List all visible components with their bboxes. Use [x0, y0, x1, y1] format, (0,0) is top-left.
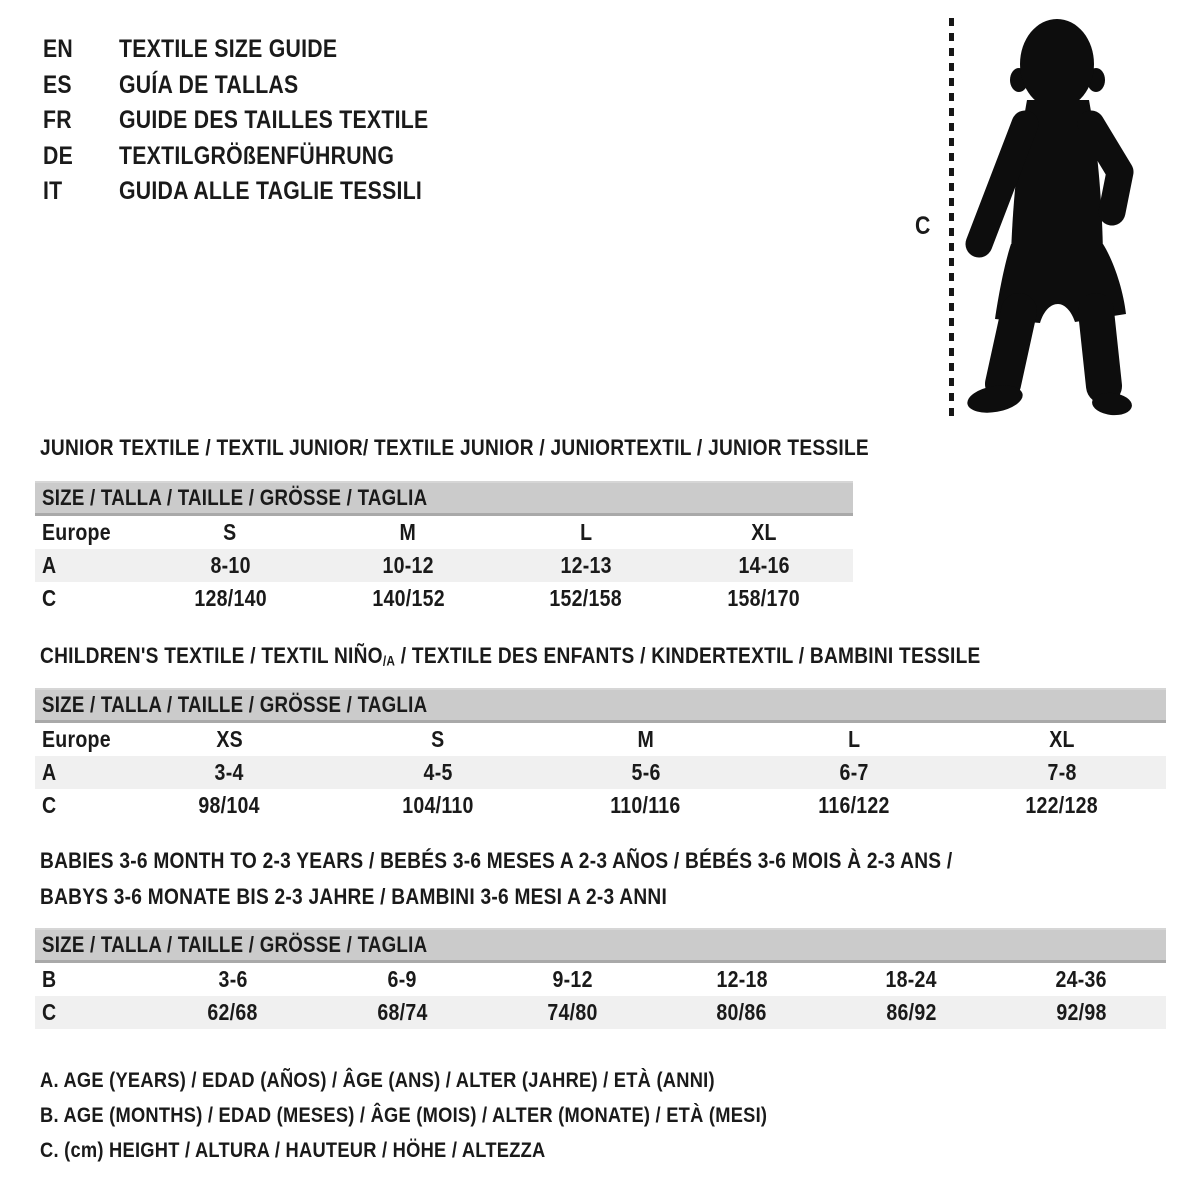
nino-a-subscript: /A [382, 652, 396, 669]
row-label: C [42, 585, 57, 611]
cell: 116/122 [818, 792, 890, 818]
cell: XL [1049, 726, 1075, 752]
legend-line-c: C. (cm) HEIGHT / ALTURA / HAUTEUR / HÖHE / ALTEZZA [40, 1138, 546, 1162]
cell: 12-18 [716, 966, 768, 992]
cell: 8-10 [210, 552, 251, 578]
cell: S [430, 726, 445, 752]
lang-row-it [43, 174, 483, 210]
children-section-title [40, 644, 1147, 673]
cell: 110/116 [610, 792, 681, 818]
cell: 12-13 [560, 552, 612, 578]
lang-code: EN [43, 35, 74, 64]
cell: 68/74 [377, 999, 428, 1025]
table-row [35, 996, 1166, 1029]
cell: 18-24 [885, 966, 938, 992]
legend-line-a: A. AGE (YEARS) / EDAD (AÑOS) / ÂGE (ANS) / ALTER (JAHRE) / ETÀ (ANNI) [40, 1068, 715, 1092]
cell: 152/158 [549, 585, 623, 611]
size-header-bar: SIZE / TALLA / TAILLE / GRÖSSE / TAGLIA [35, 689, 1166, 722]
junior-section-title: JUNIOR TEXTILE / TEXTIL JUNIOR/ TEXTILE JUNIOR / JUNIORTEXTIL / JUNIOR TESSILE [40, 435, 869, 460]
lang-title: GUIDA ALLE TAGLIE TESSILI [119, 177, 423, 206]
lang-row-de [43, 139, 483, 175]
row-label: A [42, 759, 57, 785]
cell: M [637, 726, 654, 752]
cell: XS [216, 726, 243, 752]
legend-line-b: B. AGE (MONTHS) / EDAD (MESES) / ÂGE (MOIS) / ALTER (MONATE) / ETÀ (MESI) [40, 1103, 768, 1127]
lang-code: ES [43, 70, 72, 99]
cell: 74/80 [547, 999, 598, 1025]
lang-code: DE [43, 141, 74, 170]
measurement-legend [40, 1068, 896, 1173]
table-row [35, 722, 1166, 757]
cell: 4-5 [423, 759, 453, 785]
cell: M [399, 519, 417, 545]
size-header-bar: SIZE / TALLA / TAILLE / GRÖSSE / TAGLIA [35, 482, 853, 515]
language-list [43, 32, 483, 210]
cell: 6-9 [388, 966, 418, 992]
cell: 9-12 [552, 966, 593, 992]
junior-size-table [35, 481, 853, 615]
lang-title: TEXTILGRÖßENFÜHRUNG [119, 141, 395, 170]
row-label: C [42, 999, 57, 1025]
cell: 158/170 [727, 585, 801, 611]
table-row [35, 515, 853, 550]
height-measure-dashed-line [949, 18, 954, 416]
lang-title: GUÍA DE TALLAS [119, 70, 299, 99]
toddler-silhouette [963, 16, 1138, 416]
cell: 140/152 [371, 585, 445, 611]
cell: L [579, 519, 593, 545]
babies-section-title: BABIES 3-6 MONTH TO 2-3 YEARS / BEBÉS 3-6 MESES A 2-3 AÑOS / BÉBÉS 3-6 MOIS À 2-3 ANS / BABYS 3-6 MONATE BIS 2-3 JAHRE / BAMBINI 3-6 MESI A 2-3 ANNI [40, 848, 953, 909]
cell: 5-6 [631, 759, 661, 785]
cell: 24-36 [1055, 966, 1107, 992]
row-label: A [42, 552, 57, 578]
height-measure-label: C [915, 212, 931, 240]
cell: S [223, 519, 237, 545]
row-label: Europe [42, 726, 111, 752]
cell: 92/98 [1056, 999, 1107, 1025]
cell: 3-6 [218, 966, 248, 992]
cell: 10-12 [382, 552, 434, 578]
cell: 80/86 [716, 999, 767, 1025]
cell: 86/92 [886, 999, 937, 1025]
lang-code: FR [43, 106, 72, 135]
lang-code: IT [43, 177, 63, 206]
table-row [35, 582, 853, 615]
cell: L [847, 726, 860, 752]
cell: 128/140 [194, 585, 267, 611]
lang-row-en [43, 32, 483, 68]
cell: 98/104 [198, 792, 261, 818]
babies-size-table [35, 928, 1166, 1029]
row-label: Europe [42, 519, 111, 545]
table-row [35, 756, 1166, 789]
table-row [35, 789, 1166, 822]
size-header-bar: SIZE / TALLA / TAILLE / GRÖSSE / TAGLIA [35, 929, 1166, 962]
table-row [35, 962, 1166, 997]
cell: 7-8 [1047, 759, 1077, 785]
cell: 104/110 [401, 792, 474, 818]
cell: XL [751, 519, 777, 545]
cell: 62/68 [207, 999, 259, 1025]
lang-title: TEXTILE SIZE GUIDE [119, 35, 338, 64]
lang-row-fr [43, 103, 483, 139]
cell: 122/128 [1025, 792, 1099, 818]
lang-row-es [43, 68, 483, 104]
row-label: C [42, 792, 57, 818]
lang-title: GUIDE DES TAILLES TEXTILE [119, 106, 429, 135]
cell: 6-7 [839, 759, 869, 785]
cell: 3-4 [214, 759, 245, 785]
cell: 14-16 [738, 552, 790, 578]
row-label: B [42, 966, 57, 992]
children-title-text: CHILDREN'S TEXTILE / TEXTIL NIÑO/A / TEXTILE DES ENFANTS / KINDERTEXTIL / BAMBINI TESSILE [40, 643, 981, 669]
table-row [35, 549, 853, 582]
children-size-table [35, 688, 1166, 822]
